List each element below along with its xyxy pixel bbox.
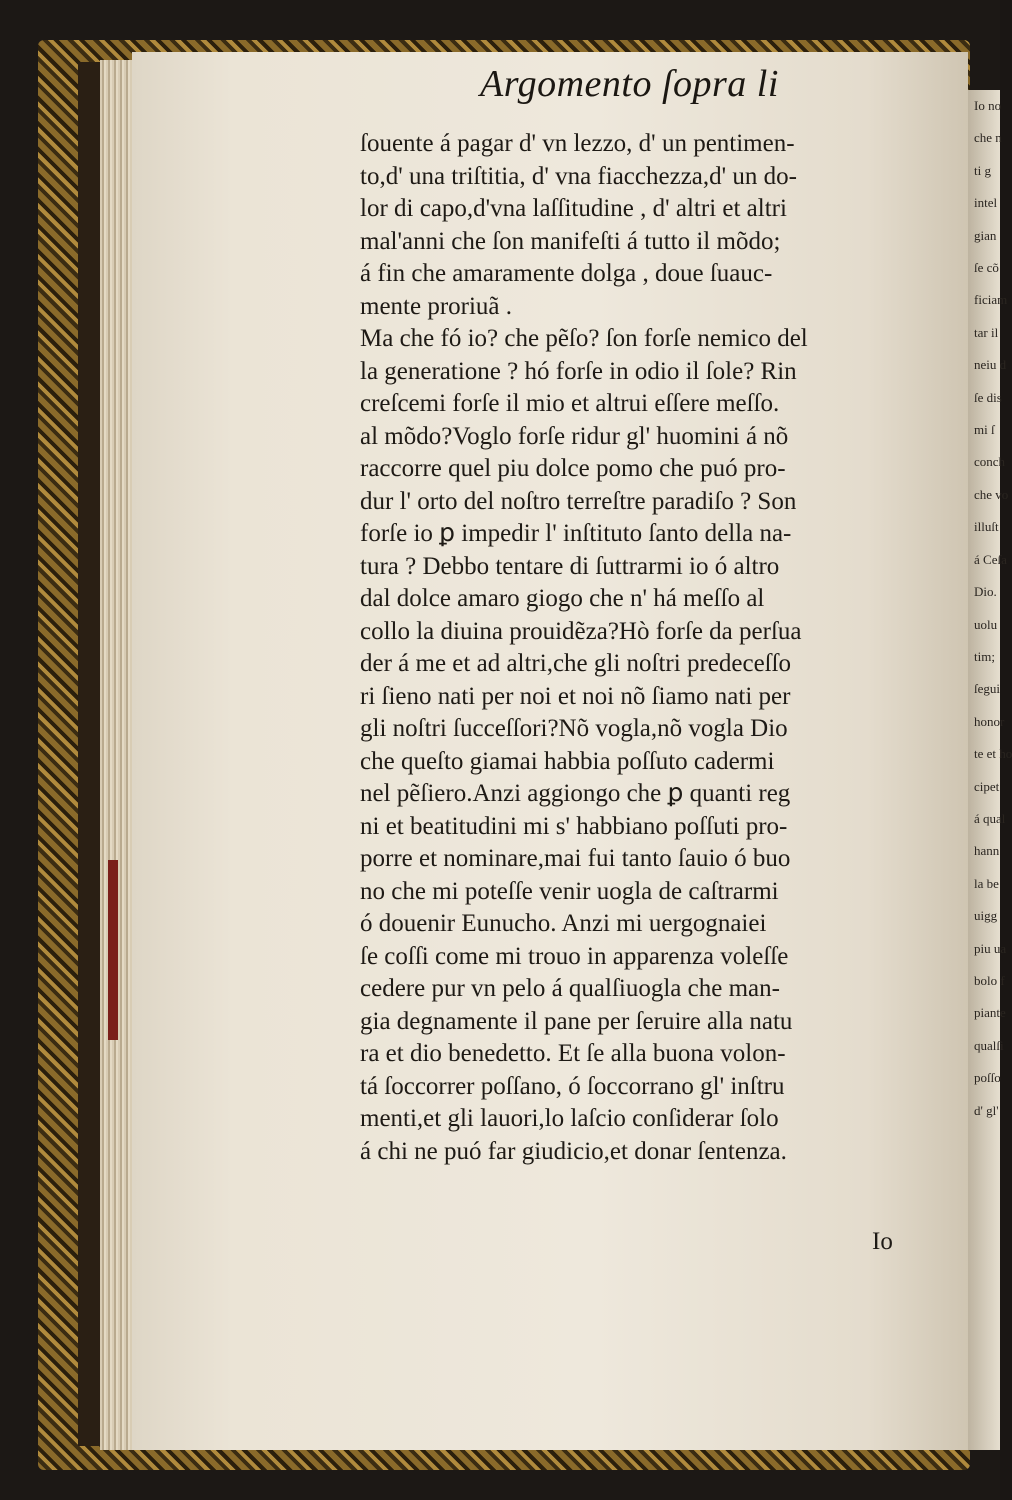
facing-page-fragment: Io no <box>974 98 1002 113</box>
text-line: al mõdo?Voglo forſe ridur gl' huomini á nõ <box>360 422 789 450</box>
facing-page-fragment: tim; <box>974 648 995 664</box>
facing-page-fragment: cipet <box>974 778 1000 794</box>
text-line: dur l' orto del noſtro terreſtre paradiſo ? Son <box>360 487 797 515</box>
facing-page-fragment: gian <box>974 227 997 243</box>
text-line: á chi ne puó far giudicio,et donar ſentenza. <box>360 1137 787 1165</box>
text-line: forſe io ꝑ impedir l' inſtituto ſanto della na- <box>360 520 792 547</box>
text-line: porre et nominare,mai fui tanto ſauio ó buo <box>360 845 791 872</box>
facing-page-fragment: piante <box>974 1005 1006 1021</box>
facing-page-fragment: d' gl' <box>974 1102 999 1118</box>
text-line: ó douenir Eunucho. Anzi mi uergognaiei <box>360 910 767 937</box>
text-line: dal dolce amaro giogo che n' há meſſo al <box>360 585 765 612</box>
text-line: tura ? Debbo tentare di ſuttrarmi io ó altro <box>360 552 780 580</box>
facing-page-fragment: uigg <box>974 908 998 924</box>
facing-page-fragment: illuſt <box>974 519 999 535</box>
text-line: tá ſoccorrer poſſano, ó ſoccorrano gl' inſtru <box>360 1072 785 1100</box>
facing-page-fragment: che vo <box>974 486 1009 502</box>
text-line: ſouente á pagar d' vn lezzo, d' un pentimen- <box>360 130 795 157</box>
text-line: gli noſtri ſucceſſori?Nõ vogla,nõ vogla Dio <box>360 715 788 742</box>
text-line: Ma che fó io? che pẽſo? ſon forſe nemico del <box>360 325 808 352</box>
facing-page-fragment: mi ſ <box>974 422 995 438</box>
text-line: nel pẽſiero.Anzi aggiongo che ꝑ quanti reg <box>360 780 791 807</box>
facing-page-fragment: honor <box>974 713 1005 729</box>
facing-page-fragment: intel <box>974 195 998 211</box>
facing-page-fragment: qualſi <box>974 1037 1004 1053</box>
facing-page-fragment: Dio. <box>974 584 997 600</box>
facing-page-fragment: piu ua <box>974 940 1007 956</box>
facing-page-fragment: hann <box>974 843 1000 859</box>
text-line: che queſto giamai habbia poſſuto cadermi <box>360 747 775 775</box>
facing-page-fragment: la be <box>974 875 999 891</box>
facing-page-fragment: ſe dis <box>974 389 1002 405</box>
text-line: ni et beatitudini mi s' habbiano poſſuti pro- <box>360 812 788 840</box>
facing-page-fragment: ti g <box>974 162 991 178</box>
facing-page-fragment: uolu <box>974 616 998 632</box>
text-line: á fin che amaramente dolga , doue ſuauc- <box>360 260 773 287</box>
running-head: Argomento ſopra li <box>480 63 779 105</box>
facing-page-fragment: ficiam <box>974 292 1008 308</box>
facing-page-fragment: neiu d <box>974 357 1007 373</box>
facing-page-fragment: poſſo <box>974 1070 1001 1086</box>
catchword: Io <box>872 1228 893 1255</box>
text-line: ri ſieno nati per noi et noi nõ ſiamo nati per <box>360 682 791 710</box>
text-line: raccorre quel piu dolce pomo che puó pro- <box>360 455 786 482</box>
red-headband <box>108 860 118 1040</box>
facing-page-fragment: tar il <box>974 324 999 340</box>
text-line: ſe coſſi come mi trouo in apparenza voleſſe <box>360 942 789 970</box>
text-line: der á me et ad altri,che gli noſtri predeceſſo <box>360 650 792 677</box>
text-line: mal'anni che ſon manifeſti á tutto il mõdo; <box>360 227 781 255</box>
text-line: collo la diuina prouidẽza?Hò forſe da perſua <box>360 617 802 645</box>
text-line: ra et dio benedetto. Et ſe alla buona volon- <box>360 1040 786 1067</box>
text-line: la generatione ? hó forſe in odio il ſole? Rin <box>360 357 797 385</box>
body-text <box>360 128 920 1168</box>
facing-page-fragment: che n <box>974 130 1002 146</box>
text-line: lor di capo,d'vna laſſitudine , d' altri et altri <box>360 195 787 222</box>
facing-page-edge <box>968 90 1012 1450</box>
facing-page-fragment: conch <box>974 454 1006 470</box>
text-line: to,d' una triſtitia, d' vna fiacchezza,d' un do- <box>360 162 797 190</box>
facing-page-fragment: bolo f <box>974 972 1005 988</box>
text-line: cedere pur vn pelo á qualſiuogla che man- <box>360 975 780 1002</box>
text-line: creſcemi forſe il mio et altrui eſſere meſſo. <box>360 390 780 417</box>
text-line: no che mi poteſſe venir uogla de caſtrarmi <box>360 877 779 905</box>
facing-page-fragment: te et ho <box>974 746 1012 762</box>
facing-page-fragment: ſegui <box>974 681 1000 697</box>
text-line: mente proriuã . <box>360 292 513 320</box>
facing-page-fragment: á qual <box>974 810 1006 826</box>
facing-page-fragment: á Ceſa <box>974 551 1007 567</box>
text-line: gia degnamente il pane per ſeruire alla natu <box>360 1007 793 1035</box>
facing-page-fragment: ſe cõ <box>974 260 999 276</box>
text-line: menti,et gli lauori,lo laſcio conſiderar ſolo <box>360 1105 779 1132</box>
